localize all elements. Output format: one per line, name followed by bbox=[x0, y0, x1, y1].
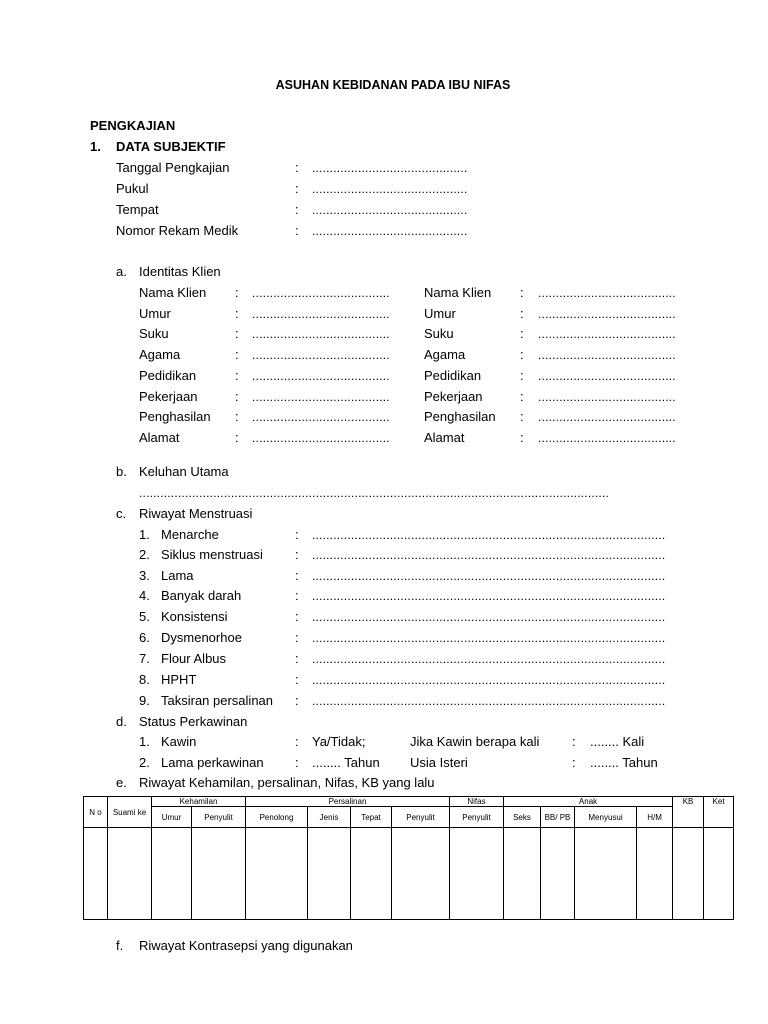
list-letter: f. bbox=[116, 938, 124, 953]
table-cell[interactable] bbox=[84, 828, 108, 920]
table-cell[interactable] bbox=[246, 828, 308, 920]
field-fill[interactable]: .................................................................................................... bbox=[312, 589, 666, 603]
keluhan-heading: Keluhan Utama bbox=[139, 464, 229, 479]
col-no: N o bbox=[84, 797, 108, 828]
field-label: Suku bbox=[139, 326, 169, 341]
table-subheader-row bbox=[84, 807, 734, 828]
field-fill[interactable]: ....................................... bbox=[252, 307, 390, 321]
col-ket: Ket bbox=[704, 797, 734, 828]
item-label: Lama perkawinan bbox=[161, 755, 264, 770]
item-number: 4. bbox=[139, 588, 150, 603]
table-cell[interactable] bbox=[541, 828, 575, 920]
usia-answer[interactable]: ........ Tahun bbox=[590, 755, 658, 770]
col-suami: Suami ke bbox=[108, 797, 152, 828]
field-fill[interactable]: ....................................... bbox=[252, 410, 390, 424]
item-number: 3. bbox=[139, 568, 150, 583]
field-fill[interactable]: ....................................... bbox=[538, 286, 676, 300]
item-label: Kawin bbox=[161, 734, 197, 749]
field-colon: : bbox=[520, 389, 524, 404]
field-colon: : bbox=[235, 347, 239, 362]
col-hm: H/M bbox=[637, 807, 673, 828]
col-penyulit-hamil: Penyulit bbox=[192, 807, 246, 828]
field-fill[interactable]: ....................................... bbox=[252, 348, 390, 362]
item-number: 7. bbox=[139, 651, 150, 666]
table-cell[interactable] bbox=[504, 828, 541, 920]
table-cell[interactable] bbox=[637, 828, 673, 920]
col-penolong: Penolong bbox=[246, 807, 308, 828]
table-cell[interactable] bbox=[152, 828, 192, 920]
item-number: 8. bbox=[139, 672, 150, 687]
table-cell[interactable] bbox=[308, 828, 351, 920]
item-number: 1. bbox=[139, 527, 150, 542]
field-label: Pedidikan bbox=[424, 368, 482, 383]
col-tepat: Tepat bbox=[351, 807, 392, 828]
field-colon: : bbox=[295, 693, 299, 708]
field-label: Pedidikan bbox=[139, 368, 197, 383]
lama-value[interactable]: ........ Tahun bbox=[312, 755, 380, 770]
field-label: Pukul bbox=[116, 181, 149, 196]
field-colon: : bbox=[572, 755, 576, 770]
field-fill[interactable]: ....................................... bbox=[538, 431, 676, 445]
list-letter: a. bbox=[116, 264, 127, 279]
item-label: Banyak darah bbox=[161, 588, 242, 603]
field-colon: : bbox=[235, 326, 239, 341]
field-fill[interactable]: ....................................... bbox=[538, 410, 676, 424]
field-label: Tanggal Pengkajian bbox=[116, 160, 230, 175]
field-colon: : bbox=[235, 306, 239, 321]
field-colon: : bbox=[520, 430, 524, 445]
table-cell[interactable] bbox=[704, 828, 734, 920]
field-label: Nama Klien bbox=[424, 285, 492, 300]
field-colon: : bbox=[295, 588, 299, 603]
field-fill[interactable]: .................................................................................................... bbox=[312, 548, 666, 562]
field-fill[interactable]: .................................................................................................... bbox=[312, 694, 666, 708]
field-fill[interactable]: ....................................... bbox=[252, 431, 390, 445]
col-anak: Anak bbox=[504, 797, 673, 807]
col-kb: KB bbox=[673, 797, 704, 828]
field-colon: : bbox=[295, 223, 299, 238]
field-colon: : bbox=[520, 347, 524, 362]
field-colon: : bbox=[235, 409, 239, 424]
field-colon: : bbox=[295, 160, 299, 175]
table-cell[interactable] bbox=[392, 828, 450, 920]
item-label: Flour Albus bbox=[161, 651, 227, 666]
item-number: 9. bbox=[139, 693, 150, 708]
list-letter: e. bbox=[116, 775, 127, 790]
field-label: Umur bbox=[424, 306, 456, 321]
field-colon: : bbox=[295, 527, 299, 542]
col-seks: Seks bbox=[504, 807, 541, 828]
col-persalinan: Persalinan bbox=[246, 797, 450, 807]
field-colon: : bbox=[295, 568, 299, 583]
field-fill[interactable]: .................................................................................................... bbox=[312, 528, 666, 542]
subsection-heading: DATA SUBJEKTIF bbox=[116, 139, 226, 154]
list-letter: d. bbox=[116, 714, 127, 729]
field-fill[interactable]: ............................................ bbox=[312, 182, 468, 196]
field-label: Suku bbox=[424, 326, 454, 341]
item-number: 6. bbox=[139, 630, 150, 645]
field-colon: : bbox=[235, 285, 239, 300]
item-number: 1. bbox=[139, 734, 150, 749]
list-letter: b. bbox=[116, 464, 127, 479]
item-label: Konsistensi bbox=[161, 609, 228, 624]
field-label: Pekerjaan bbox=[139, 389, 198, 404]
field-fill[interactable]: ............................................ bbox=[312, 224, 468, 238]
field-label: Agama bbox=[139, 347, 181, 362]
table-header-row bbox=[84, 797, 734, 807]
field-fill[interactable]: ............................................ bbox=[312, 161, 468, 175]
field-colon: : bbox=[520, 409, 524, 424]
field-label: Penghasilan bbox=[139, 409, 211, 424]
item-number: 2. bbox=[139, 755, 150, 770]
field-colon: : bbox=[520, 306, 524, 321]
col-nifas: Nifas bbox=[450, 797, 504, 807]
kawin-value[interactable]: Ya/Tidak; bbox=[312, 734, 366, 749]
field-fill[interactable]: .................................................................................................... bbox=[312, 673, 666, 687]
table-cell[interactable] bbox=[351, 828, 392, 920]
menstruasi-heading: Riwayat Menstruasi bbox=[139, 506, 253, 521]
field-fill[interactable]: ....................................... bbox=[538, 307, 676, 321]
field-label: Nama Klien bbox=[139, 285, 207, 300]
field-label: Umur bbox=[139, 306, 171, 321]
field-fill[interactable]: ....................................... bbox=[252, 390, 390, 404]
table-row bbox=[84, 828, 734, 920]
field-label: Tempat bbox=[116, 202, 159, 217]
field-colon: : bbox=[235, 368, 239, 383]
keluhan-fill[interactable]: ..................................................................................................................................... bbox=[139, 486, 610, 500]
field-fill[interactable]: ....................................... bbox=[538, 348, 676, 362]
field-colon: : bbox=[235, 389, 239, 404]
field-colon: : bbox=[295, 672, 299, 687]
item-label: HPHT bbox=[161, 672, 197, 687]
col-penyulit-nifas: Penyulit bbox=[450, 807, 504, 828]
perkawinan-heading: Status Perkawinan bbox=[139, 714, 248, 729]
item-label: Lama bbox=[161, 568, 194, 583]
field-colon: : bbox=[295, 630, 299, 645]
item-label: Taksiran persalinan bbox=[161, 693, 274, 708]
kehamilan-heading: Riwayat Kehamilan, persalinan, Nifas, KB yang lalu bbox=[139, 775, 435, 790]
usia-question: Usia Isteri bbox=[410, 755, 468, 770]
field-colon: : bbox=[520, 285, 524, 300]
field-label: Pekerjaan bbox=[424, 389, 483, 404]
field-colon: : bbox=[520, 368, 524, 383]
table-cell[interactable] bbox=[673, 828, 704, 920]
field-fill[interactable]: .................................................................................................... bbox=[312, 610, 666, 624]
col-bbpb: BB/ PB bbox=[541, 807, 575, 828]
section-heading: PENGKAJIAN bbox=[90, 118, 176, 133]
field-label: Agama bbox=[424, 347, 466, 362]
field-colon: : bbox=[235, 430, 239, 445]
field-colon: : bbox=[295, 547, 299, 562]
item-number: 2. bbox=[139, 547, 150, 562]
col-jenis: Jenis bbox=[308, 807, 351, 828]
field-label: Alamat bbox=[139, 430, 180, 445]
kawin-answer[interactable]: ........ Kali bbox=[590, 734, 645, 749]
field-label: Alamat bbox=[424, 430, 465, 445]
field-fill[interactable]: .................................................................................................... bbox=[312, 631, 666, 645]
field-colon: : bbox=[295, 755, 299, 770]
field-colon: : bbox=[295, 734, 299, 749]
field-colon: : bbox=[295, 181, 299, 196]
field-fill[interactable]: .................................................................................................... bbox=[312, 652, 666, 666]
item-label: Siklus menstruasi bbox=[161, 547, 263, 562]
field-label: Penghasilan bbox=[424, 409, 496, 424]
field-colon: : bbox=[520, 326, 524, 341]
identitas-heading: Identitas Klien bbox=[139, 264, 221, 279]
col-umur: Umur bbox=[152, 807, 192, 828]
item-label: Dysmenorhoe bbox=[161, 630, 242, 645]
table-cell[interactable] bbox=[192, 828, 246, 920]
kontrasepsi-heading: Riwayat Kontrasepsi yang digunakan bbox=[139, 938, 353, 953]
field-fill[interactable]: ....................................... bbox=[252, 286, 390, 300]
field-colon: : bbox=[295, 651, 299, 666]
item-label: Menarche bbox=[161, 527, 219, 542]
field-fill[interactable]: ....................................... bbox=[538, 390, 676, 404]
kehamilan-table bbox=[83, 796, 734, 920]
field-colon: : bbox=[295, 609, 299, 624]
table-cell[interactable] bbox=[450, 828, 504, 920]
table-cell[interactable] bbox=[575, 828, 637, 920]
kawin-question: Jika Kawin berapa kali bbox=[410, 734, 540, 749]
field-fill[interactable]: .................................................................................................... bbox=[312, 569, 666, 583]
field-colon: : bbox=[572, 734, 576, 749]
field-colon: : bbox=[295, 202, 299, 217]
field-fill[interactable]: ............................................ bbox=[312, 203, 468, 217]
list-letter: c. bbox=[116, 506, 127, 521]
col-penyulit-salin: Penyulit bbox=[392, 807, 450, 828]
col-kehamilan: Kehamilan bbox=[152, 797, 246, 807]
field-fill[interactable]: ....................................... bbox=[252, 369, 390, 383]
table-cell[interactable] bbox=[108, 828, 152, 920]
field-fill[interactable]: ....................................... bbox=[252, 327, 390, 341]
subsection-number: 1. bbox=[90, 139, 101, 154]
field-fill[interactable]: ....................................... bbox=[538, 327, 676, 341]
field-fill[interactable]: ....................................... bbox=[538, 369, 676, 383]
item-number: 5. bbox=[139, 609, 150, 624]
col-menyusui: Menyusui bbox=[575, 807, 637, 828]
page-title: ASUHAN KEBIDANAN PADA IBU NIFAS bbox=[275, 78, 511, 92]
field-label: Nomor Rekam Medik bbox=[116, 223, 239, 238]
